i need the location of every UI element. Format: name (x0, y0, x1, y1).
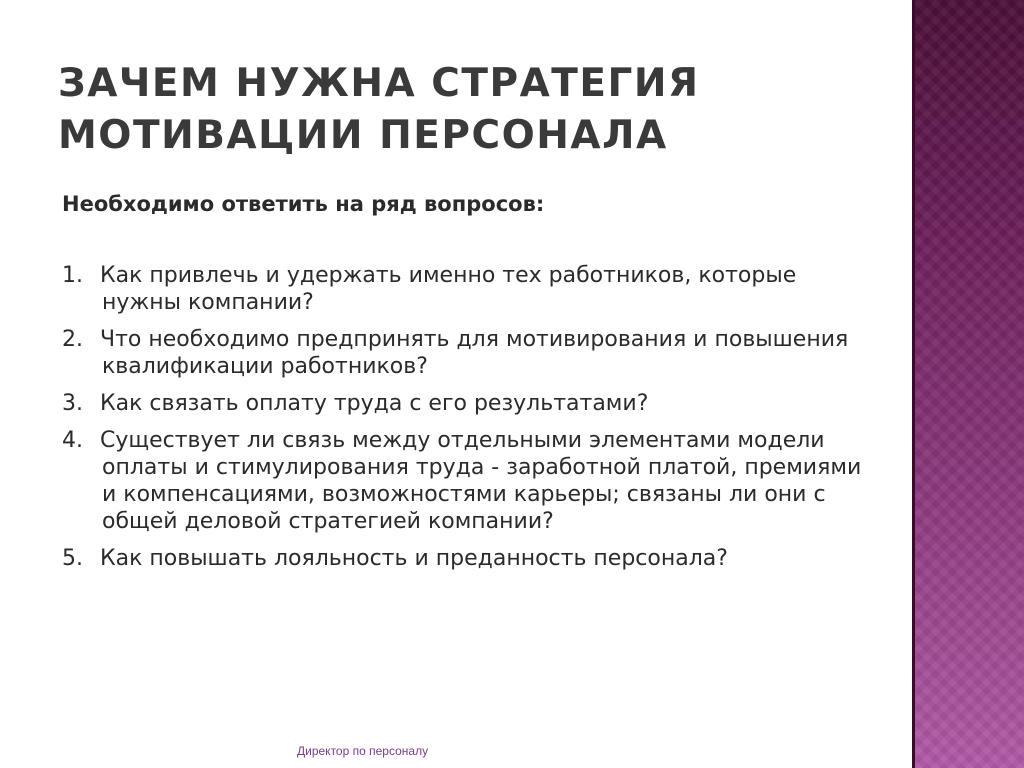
question-number: 3. (62, 391, 83, 416)
question-item-1 (62, 262, 862, 316)
question-number: 2. (62, 327, 83, 352)
question-number: 5. (62, 546, 83, 571)
question-text: Как связать оплату труда с его результатами? (100, 391, 649, 416)
slide-footer: Директор по персоналу (297, 744, 429, 758)
slide-subtitle: Необходимо ответить на ряд вопросов: (62, 192, 545, 216)
question-item-5 (62, 545, 862, 572)
question-item-2 (62, 326, 862, 380)
slide-title (58, 58, 858, 162)
question-text: Как привлечь и удержать именно тех работников, которые нужны компании? (100, 263, 797, 315)
question-item-3 (62, 390, 862, 417)
questions-list (62, 262, 862, 582)
title-line-1: ЗАЧЕМ НУЖНА СТРАТЕГИЯ (58, 61, 700, 106)
question-item-4 (62, 427, 862, 535)
question-number: 4. (62, 428, 83, 453)
question-text: Как повышать лояльность и преданность персонала? (100, 546, 728, 571)
question-text: Существует ли связь между отдельными элементами модели оплаты и стимулирования труда - заработной платой, премиями и компенсациями, возможностями карьеры; связаны ли они с общей деловой стратегией компании? (100, 428, 862, 534)
question-number: 1. (62, 263, 83, 288)
question-text: Что необходимо предпринять для мотивирования и повышения квалификации работников? (100, 327, 849, 379)
decorative-side-panel (912, 0, 1024, 768)
title-line-2: МОТИВАЦИИ ПЕРСОНАЛА (58, 113, 668, 158)
